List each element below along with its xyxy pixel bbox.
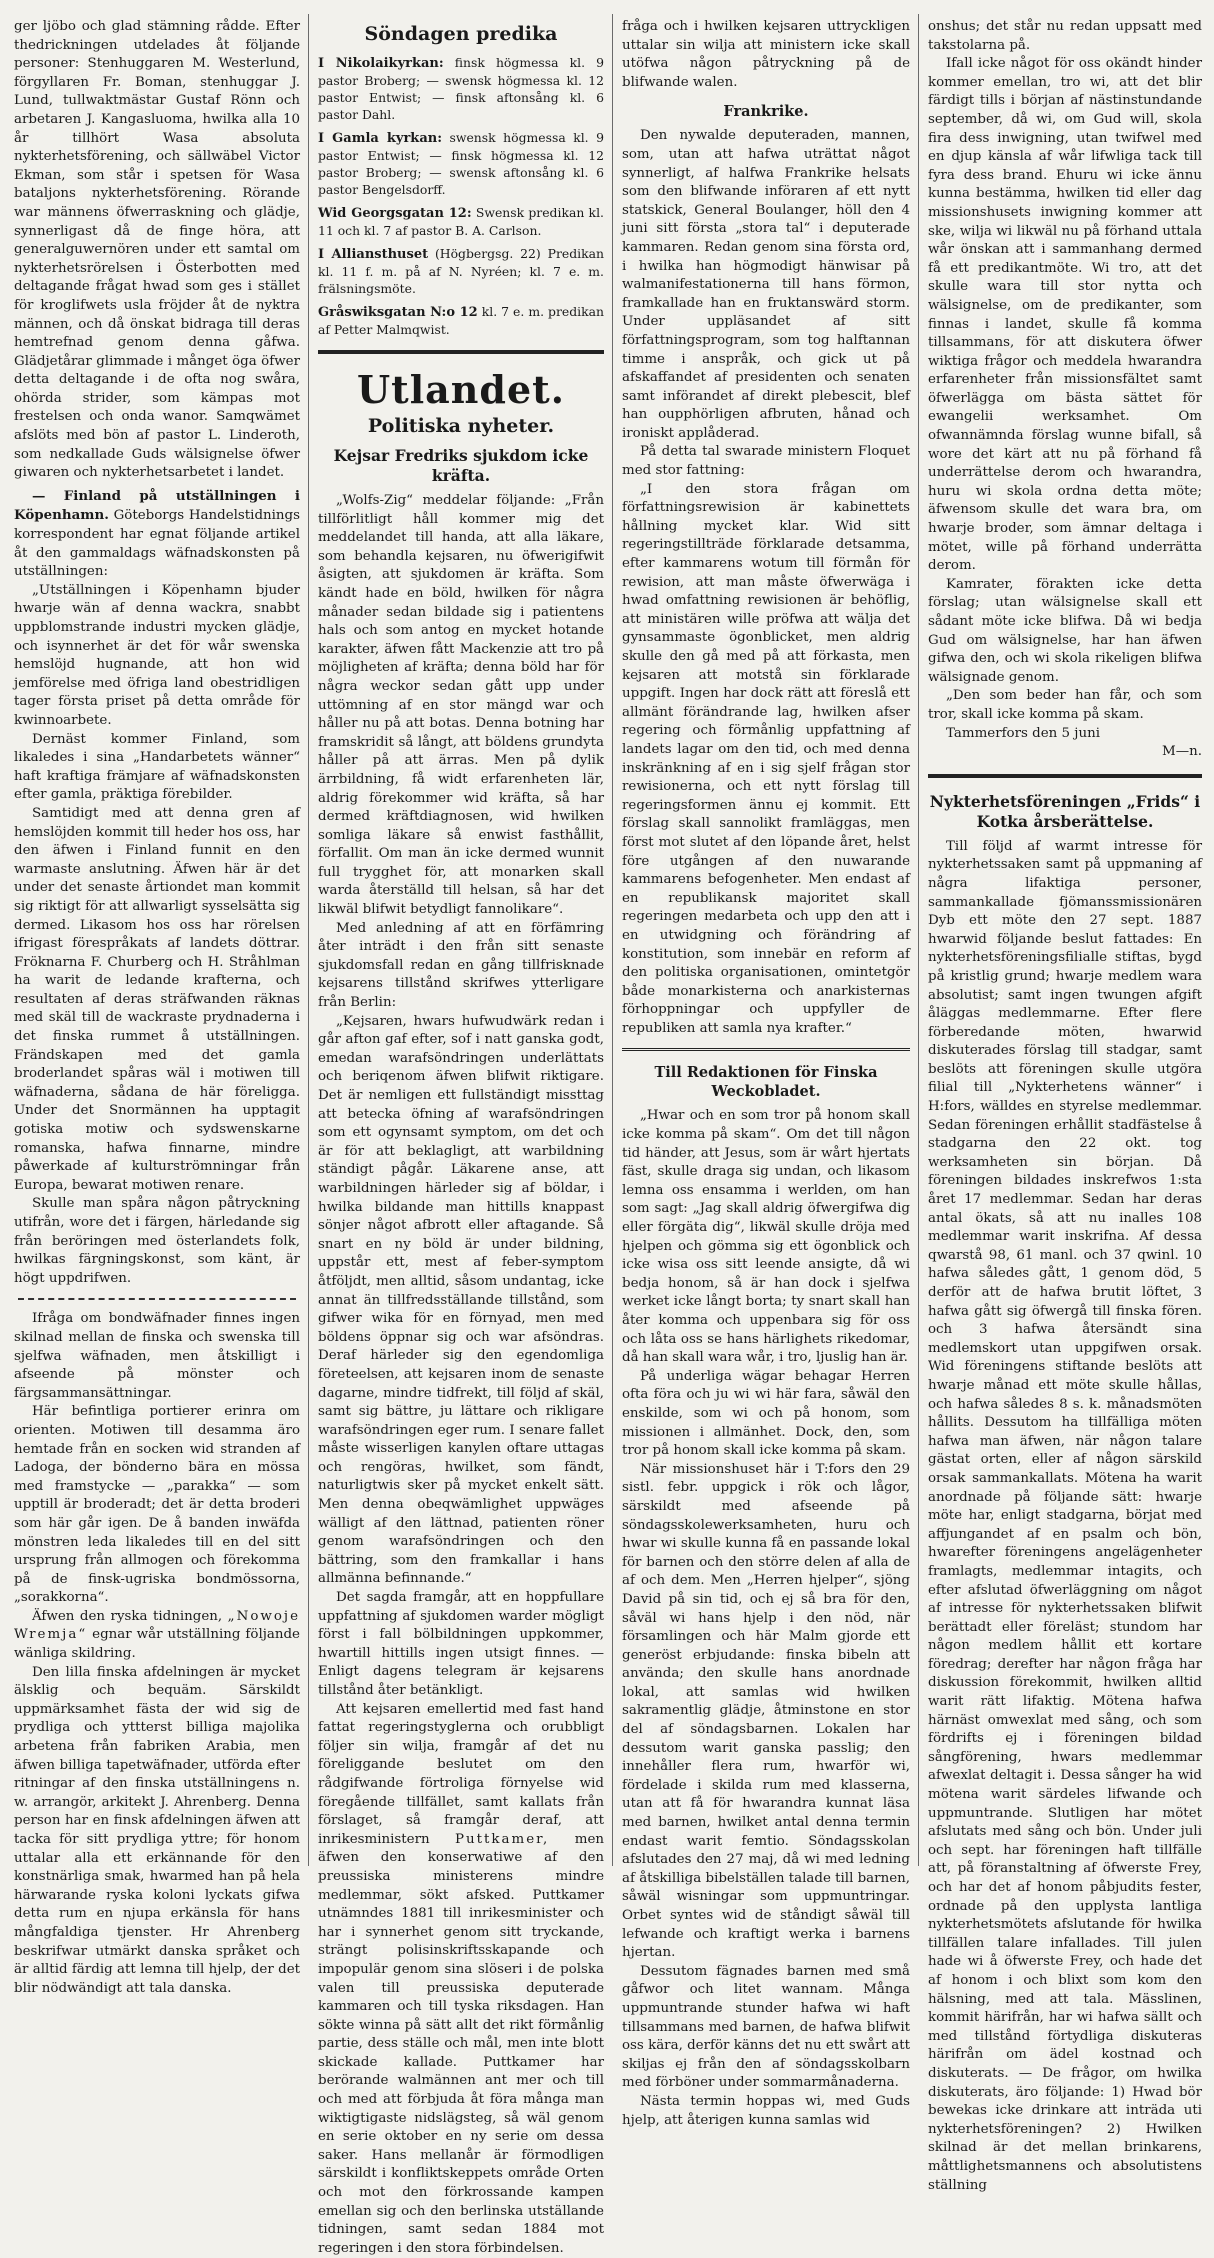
paragraph: Nästa termin hoppas wi, med Guds hjelp, att återigen kunna samlas wid: [622, 2093, 910, 2128]
church-name: I Alliansthuset: [318, 247, 429, 262]
church-listing: [318, 245, 604, 297]
article-title: Nykterhetsföreningen „Frids“ i Kotka årsberättelse.: [929, 791, 1201, 831]
church-services: swensk högmessa kl. 9 pastor Entwist; — finsk högmessa kl. 12 pastor Broberg; — swensk aftonsång kl. 6 pastor Bengelsdorff.: [318, 130, 604, 197]
text: men äfwen den konserwatiwe af den preussiska ministerens mindre medlemmar, sökt afsked. Puttkamer utnämndes 1881 till inrikesminister och har i synnerhet genom sitt tryckande, strängt polisinskriftsskapande och impopulär genom sina slöseri i de polska valen till preussiska deputerade kammaren och till tyska riksdagen. Han sökte winna på sätt allt det rikt förmånlig partie, dess ställe och mål, men inte blott skickade kallade. Puttkamer har berörande walmännen ant mer och till och med att förbjuda åt föra många man wiktigtigaste nidslägsteg, så wäl genom en serie oktober en ny serie om dessa saker. Hans mellanår är förmodligen särskildt i konfliktskeppets område Orten och mot den förkrossande kampen emellan sig och den berlinska utställande tidningen, samt sedan 1884 mot regeringen i den stora förbindelsen.: [318, 1831, 604, 2256]
church-services: kl. 7 e. m. predikan af Petter Malmqwist.: [318, 304, 604, 337]
paragraph: „Hwar och en som tror på honom skall icke komma på skam“. Om det till någon tid händer, att Jesus, som är wårt hjertats fäst, skulle draga sig undan, och likasom lemna oss ensamma i werlden, om han som sagt: „Jag skall aldrig öfwergifwa dig eller förgäta dig“, likwäl skulle dröja med hjelpen och gömma sig ett ögonblick och icke wisa oss sitt leende ansigte, då wi bedja honom, så är han dock i sjelfwa werket icke långt borta; ty snart skall han åter komma och uppenbara sig för oss och låta oss se hans härlighets rikedomar, då han skall wara wår, i tro, ljuslig han är.: [622, 1108, 910, 1366]
dateline: Tammerfors den 5 juni: [946, 725, 1100, 741]
paragraph: Dessutom fägnades barnen med små gåfwor och litet wannam. Många uppmuntrande stunder hafwa wi haft tillsammans med barnen, de hafwa blifwit oss kära, derför känns det nu ett swårt att skiljas ej från den af söndagsskolbarn med förböner under sommarmånaderna.: [622, 1963, 910, 2091]
column-4: [928, 18, 1202, 2193]
church-listing: [318, 129, 604, 198]
paragraph: Det sagda framgår, att en hoppfullare uppfattning af sjukdomen warder mögligt först i fall bölbildningen uppkommer, hwartill hittills ingen utsigt finnes. — Enligt dagens telegram är kejsarens tillstånd åter betänkligt.: [318, 1590, 604, 1698]
paragraph: Den nywalde deputeraden, mannen, som, utan att hafwa uträttat något synnerligt, af halfwa Frankrike helsats som den blifwande införaren af ett nytt statskick, General Boulanger, höll den 4 juni sitt första „stora tal“ i deputerade kammaren. Redan genom sina första ord, i hwilka han högmodigt hänwisar på walmanifestationerna till hans förmon, framkallade han en fruktanswärd storm. Under uppläsandet af sitt författningsprogram, som tog halftannan timme i anspråk, och gick ut på afskaffandet af presidenten och senaten samt införandet af direkt plebescit, blef han oupphörligen afbruten, hånad och ironiskt applåderad.: [622, 128, 910, 441]
paragraph: Kamrater, förakten icke detta förslag; utan wälsignelse skall ett sådant möte icke blifwa. Då wi bedja Gud om wälsignelse, har han äfwen gifwa den, och wi skola rikeligen blifwa wälsignade genom.: [928, 576, 1202, 685]
paragraph: Här befintliga portierer erinra om orienten. Motiwen till desamma äro hemtade från en socken wid stranden af Ladoga, der bönderno bära en mössa med framstycke — „parakka“ — som upptill är broderadt; det är detta broderi som här går igen. De å banden inwäfda mönstren leda likaledes till en del sitt ursprung från allmogen och förekomma på de finsk-ugriska bondmössorna, „sorakkorna“.: [14, 1404, 300, 1606]
finland-article-lead: [14, 487, 300, 582]
column-3: [622, 18, 910, 2128]
newspaper-name: „Nowoje Wremja“: [14, 1608, 300, 1643]
column-rule: [308, 14, 309, 1866]
column-1: [14, 18, 300, 1996]
signature: M—n.: [1162, 744, 1202, 760]
paragraph: onshus; det står nu redan uppsatt med takstolarna på.: [928, 19, 1202, 53]
paragraph: [14, 1608, 300, 1664]
paragraph: „Wolfs-Zig“ meddelar följande: „Från tillförlitligt håll kommer mig det meddelandet till handa, att alla läkare, som behandla kejsaren, nu öfwerigifwit åsigten, att sjukdomen är kräfta. Som kändt hade en böld, hwilken för några månader sedan bildade sig i patientens hals och som antog en mycket hotande karakter, äfwen fått Mackenzie att tro på möjligheten af kräfta; denna böld har för några weckor sedan gått upp under uttömning af en stor mängd war och håller nu på att botas. Denna botning har framskridit så långt, att böldens grundyta håller på att ärras. Men på dylik ärrbildning, få widt erfarenheten lär, aldrig förekommer wid kräfta, så har dermed kräftdiagnosen, wid hwilken somliga läkare så enwist fasthållit, förfallit. Om man än icke dermed wunnit full trygghet för, att monarken skall warda återställd till helsan, så har det likwäl blifwit betydligt fannolikare“.: [318, 493, 604, 918]
church-listing: [318, 303, 604, 338]
paragraph: När missionshuset här i T:fors den 29 sistl. febr. uppgick i rök och lågor, särskildt med afseende på söndagsskolewerksamheten, huru och hwar wi skulle kunna få en passande lokal för barnen och den större delen af alla de af och dem. Men „Herren hjelper“, sjöng David på sin tid, och ej så bra för den, såväl wi hans hjelp i den nöd, när församlingen och här Malm gjorde ett generöst erbjudande: finska bibeln att använda; den skulle hans anordnade lokal, att samlas wid hwilken sakramentlig glädje, åtminstone en stor del af söndagsbarnen. Lokalen har dessutom warit ganska passlig; den innehåller flera rum, hwarför wi, fördelade i skilda rum med klasserna, utan att få för hwarandra kunnat läsa med barnen, hwilket antal denna termin endast warit femtio. Söndagsskolan afslutades den 27 maj, då wi med ledning af åtskilliga bibelställen talade till barnen, såwäl wisningar som uppmuntringar. Orbet syntes wid de ståndigt såwäl till lefwande och kraftigt werka i barnens hjertan.: [622, 1461, 910, 1961]
article-text: Göteborgs Handelstidnings korrespondent har egnat följande artikel åt den gammaldags wäfnadskonsten på utställningen:: [14, 508, 300, 580]
text: egnar wår utställning följande wänliga skildring.: [14, 1627, 300, 1662]
double-divider: [622, 1048, 910, 1051]
church-name: Gråswiksgatan N:o 12: [318, 305, 478, 320]
section-title-utlandet: Utlandet.: [357, 367, 565, 412]
column-rule: [612, 14, 613, 1866]
article-title: Kejsar Fredriks sjukdom icke kräfta.: [333, 446, 589, 485]
paragraph: „Den som beder han får, och som tror, skall icke komma på skam.: [928, 688, 1202, 722]
paragraph: Ifråga om bondwäfnader finnes ingen skilnad mellan de finska och swenska till sjelfwa wäfnaden, men åtskilligt i afseende på mönster och färgsammansättningar.: [14, 1311, 300, 1401]
church-services: finsk högmessa kl. 9 pastor Broberg; — swensk högmessa kl. 12 pastor Entwist; — finsk aftonsång kl. 6 pastor Dahl.: [318, 55, 604, 122]
section-subtitle: Politiska nyheter.: [367, 415, 555, 437]
church-services: Swensk predikan kl. 11 och kl. 7 af pastor B. A. Carlson.: [318, 205, 604, 238]
sermons-heading: Söndagen predika: [364, 23, 558, 45]
text: Att kejsaren emellertid med fast hand fattat regeringstyglerna och orubbligt följer sin wilja, framgår af det nu föreliggande beslutet om den rådgifwande förtroliga förnyelse wid föregående tillfället, samt kallats från förslaget, så framgår deraf, att inrikesministern: [318, 1701, 604, 1847]
person-name: Puttkamer,: [455, 1831, 550, 1847]
dashed-divider: [18, 1298, 296, 1300]
text: Äfwen den ryska tidningen,: [32, 1608, 223, 1624]
paragraph: Skulle man spåra någon påtryckning utifrån, wore det i färgen, härledande sig från beröringen med österlandets folk, hwilkas färgningskonst, som känt, är högt uppdrifwen.: [14, 1196, 300, 1286]
article-title: Till Redaktionen för Finska Weckobladet.: [654, 1064, 878, 1101]
paragraph: Dernäst kommer Finland, som likaledes i sina „Handarbetets wänner“ haft kraftiga främjare af wäfnadskonsten efter gamla, präktiga förebilder.: [14, 731, 300, 803]
thick-divider: [928, 774, 1202, 778]
paragraph: fråga och i hwilken kejsaren uttryckligen uttalar sin wilja att ministern icke skall utöfwa någon påtryckning på de blifwande walen.: [622, 19, 910, 90]
column-2: [318, 18, 604, 2256]
paragraph: „Utställningen i Köpenhamn bjuder hwarje wän af denna wackra, snabbt uppblomstrande industri mycken glädje, och isynnerhet är det för wår swenska hemslöjd hugnande, att hon wid jemförelse med öfriga land obestridligen tager första priset på detta område för kwinnoarbete.: [14, 582, 300, 728]
church-listing: [318, 204, 604, 239]
paragraph: Samtidigt med att denna gren af hemslöjden kommit till heder hos oss, har den äfwen i Finland funnit en den warmaste anslutning. Äfwen här är det under det senaste årtiondet man kommit sig riktigt för att allwarligt sysselsätta sig dermed. Likasom hos oss har rörelsen ifrigast förespråkats af landets döttrar. Fröknarna F. Churberg och H. Stråhlman ha warit de ledande krafterna, och resultaten af deras sträfwanden räknas med skäl till de wackraste prydnaderna i det finska rummet å utställningen. Frändskapen med det gamla broderlandet spåras wäl i motiwen till wäfnaderna, sådana de här föreligga. Under det Snormännen ha upptagit gotiska motiw och sydswenskarne romanska, hafwa finnarne, mindre påwerkade af kulturströmningar från Europa, bewarat motiwen renare.: [14, 805, 300, 1193]
church-name: I Gamla kyrkan:: [318, 131, 442, 146]
church-name: Wid Georgsgatan 12:: [318, 206, 472, 221]
paragraph: Med anledning af att en förfämring åter inträdt i den från sitt senaste sjukdomsfall redan en gång tillfrisknade kejsarens tillstånd skrifwes ytterligare från Berlin:: [318, 920, 604, 1011]
paragraph: „I den stora frågan om författningsrewision är kabinettets hållning mycket klar. Wid sitt regeringstillträde förklarade detsamma, efter kammarens wotum till förmån för rewision, att man måste öfwerwäga i hwad omfattning rewisionen är behöflig, att ministären wille pröfwa att wälja det gynsammaste ögonblicket, men aldrig skulle den gå med på att förkasta, men kejsaren att motstå sin förklarade uppgift. Ingen har dock rätt att föreslå ett allmänt förändrande lag, hwilken afser regering och förmånlig uppfattning af landets lagar om den tid, och med denna inskränkning af en i sig sjelf frågan stor rewisionerna, och ett nytt förslag till regeringsformen ännu ej kommit. Ett förslag skall sannolikt framläggas, men först mot slutet af den löpande året, helst före utgången af den nuwarande kammarens befogenheter. Men endast af en republikansk majoritet skall regeringen medarbeta och upp den att i en utwidgning och förändring af konstitution, som innebär en reform af den politiska organisationen, omintetgör både monarkisterna och anarkisternas förhoppningar och uppfyller de republiken att samla nya krafter.“: [622, 481, 910, 1036]
paragraph: Den lilla finska afdelningen är mycket älsklig och bequäm. Särskildt uppmärksamhet fästa der wid sig de prydliga och yttterst billiga majolika arbetena från fabriken Arabia, men äfwen billiga tapetwäfnader, utförda efter ritningar af den finska utställningens n. w. arrangör, arkitekt J. Ahrenberg. Denna person har en finsk afdelningen äfwen att tacka för sitt prydliga yttre; för honom uttalar alla ett erkännande för den konstnärliga smak, hwarmed han på hela härwarande ryska koloni lyckats gifwa detta rum en njupa erkänsla för hans mångfaldiga tjenster. Hr Ahrenberg beskrifwar utmärkt danska språket och är alltid färdig att lemna till hjelp, der det blir nödwändigt att tala danska.: [14, 1664, 300, 1996]
column-rule: [918, 14, 919, 1866]
paragraph: „Kejsaren, hwars hufwudwärk redan i går afton gaf efter, sof i natt ganska godt, emedan warafsöndringen underlättats och beriqenom äfwen blifwit riktigare. Det är nemligen ett fullständigt missttag att betecka öfning af warafsöndringen som ett ogynsamt symptom, om det och är för att beklagligt, att warbildning ständigt pågår. Läkarene anse, att warbildningen härleder sig af böldar, i hwilka bildande man hittills knappast sönjer något afbrott eller aftagande. Så snart en ny böld är under bildning, uppstår ett, mest af feber-symptom åtföljdt, men alltid, såsom undantag, icke annat än tillfredsställande tillstånd, som gifwer wika för en förnyad, men med böldens öppnar sig och war afsöndras. Deraf härleder sig den egendomliga företeelsen, att kejsaren inom de senaste dagarne, mindre tidfrekt, till följd af skäl, samt sig bättre, ju lättare och rikligare warafsöndringen eger rum. I senare fallet måste wisserligen kanylen oftare uttagas och rengöras, hwilket, som fändt, naturligtwis sker på mycket enkelt sätt. Men denna obeqwämlighet uppwäges wälligt af den lättnad, patienten röner genom warafsöndringen och den bättring, som den framkallar i hans allmänna befinnande.“: [318, 1013, 604, 1587]
paragraph: På underliga wägar behagar Herren ofta föra och ju wi wi här fara, såwäl den enskilde, som wi och på honom, som missionen i allmänhet. Dock, den, som tror på honom skall icke komma på skam.: [622, 1368, 910, 1459]
paragraph: ger ljöbo och glad stämning rådde. Efter thedrickningen utdelades åt följande personer: Stenhuggaren M. Westerlund, förgyllaren Fr. Boman, stenhuggar J. Lund, tullwaktmästar Gustaf Rönn och arbetaren J. Kangasluoma, hwilka alla 10 år tillhört Wasa absoluta nykterhetsförening, och sällwäbel Victor Ekman, som står i spetsen för Wasa bataljons nykterhetsförening. Rörande war männens öfwerraskning och glädje, synnerligast då de finge höra, att generalguwernören under ett samtal om nykterhetsrörelsen i Österbotten med deltagande frågat hwad som ges i stället för kroglifwets usla fröjder åt de nyktra männen, och då önskat bidraga till deras hemtrefnad genom denna gåfwa. Glädjetårar glimmade i månget öga öfwer detta deltagande i de ofta nog swåra, ohörda strider, som kämpas mot frestelsen och onda wanor. Samqwämet afslöts med bön af pastor L. Linderoth, som nedkallade Guds wälsignelse öfwer giwaren och nykterhetsarbetet i landet.: [14, 19, 300, 481]
paragraph: Ifall icke något för oss okändt hinder kommer emellan, tro wi, att det blir färdigt tills i början af nästinstundande september, då wi, om Gud will, skola fira dess inwigning, utan twifwel med en djup känsla af wår lifwliga tack till fyra dess brand. Ehuru wi icke ännu kunna bestämma, hwilken tid eller dag missionshusets inwigning kommer att ske, wilja wi likwäl nu på förhand uttala wår önskan att i sammanhang dermed få ett predikantmöte. Wi tro, att det skulle wara till stor nytta och wälsignelse, om de predikanter, som finnas i landet, skulle få komma tillsammans, för att diskutera öfwer wiktiga frågor och meddela hwarandra erfarenheter från missionsfältet samt öfwerlägga om bästa sättet för ewangelii werksamhet. Om ofwannämnda förslag wunne bifall, så wore det kärt att nu på förhand få underrättelse derom och hwarandra, huru wi skola ordna detta möte; äfwensom skulle det wara bra, om hwarje broder, som ämnar deltaga i mötet, wille på förhand underrätta derom.: [928, 56, 1202, 574]
church-name: I Nikolaikyrkan:: [318, 56, 444, 71]
article-heading: — Finland på utställningen i Köpenhamn.: [14, 487, 300, 524]
paragraph: Till följd af warmt intresse för nykterhetssaken samt på uppmaning af några lifaktiga personer, sammankallade fjömanssmissionären Dyb ett möte den 27 sept. 1887 hwarwid följande beslut fattades: En nykterhetsföreningsfilialle stiftas, bygd på kristlig grund; hwarje medlem wara absolutist; samt ingen twungen afgift åläggas medlemmarne. Efter flere förberedande möten, hwarwid diskuterades förslag till stadgar, samt beslöts att föreningen skulle utgöra filial till „Nykterhetens wänner“ i H:fors, wälldes en styrelse medlemmar. Sedan föreningen erhållit stadfästelse å stadgarna den 22 okt. tog werksamheten sin början. Då föreningen bildades inskrefwos 1:sta året 17 medlemmar. Sedan har deras antal ökats, så att nu inalles 108 medlemmar warit inskrifna. Af dessa qwarstå 98, 61 manl. och 37 qwinl. 10 hafwa således gått, 1 genom död, 5 derför att de hafwa brutit löftet, 3 hafwa gått sig öfwergå till finska fören. och 3 hafwa återsändt sina medlemskort utan uppgifwen orsak. Wid föreningens stiftande beslöts att hwarje månad ett möte skulle hållas, och hafwa således 8 s. k. månadsmöten hållits. Dessutom ha tillfälliga möten hafwa man äfwen, när någon talare gästat orten, eller af någon särskild orsak sammankallats. Mötena ha warit anordnade på följande sätt: hwarje möte har, enligt stadgarna, börjat med affjungandet af en psalm och bön, hwarefter föreningens angelägenheter framlagts, medlemmar intagits, och efter afslutad öfwerläggning om något af intresse för nykterhetssaken blifwit berättadt eller föreläst; stundom har någon medlem hållit ett kortare föredrag; derefter har någon fråga har diskussion förekommit, hwilken alltid warit rätt lifaktig. Mötena hafwa härnäst omwexlat med sång, och som fördrifts ej i föreningen bildad sångförening, hwars medlemmar afwexlat deltagit i. Dessa sånger ha wid mötena warit särdeles lifwande och uppmuntrande. Slutligen har mötet afslutats med sång och bön. Under juli och sept. har föreningen haft tillfälle att, på föranstaltning af öfwerste Frey, och har det af honom påbjudits fester, ordnade på den upplysta lantliga nykterhetsmötets afslutande för hwilka tillfällen talare infallades. Till julen hade wi å öfwerste Frey, och hade det af honom i och blixt som kom den hälsning, med att tala. Mässlinen, kommit härifrån, har wi hafwa sällt och med tillstånd förtydliga diskuteras härifrån om ädel kostnad och diskuterats. — De frågor, om hwilka diskuterats, äro följande: 1) Hwad bör bewekas icke drinkare att inträda uti nykterhetsföreningen? 2) Hwilken skilnad är det mellan brinkarens, måttlighetsmannens och absolutistens ställning: [928, 838, 1202, 2193]
church-listing: [318, 54, 604, 123]
article-title: Frankrike.: [723, 103, 809, 121]
paragraph: [318, 1701, 604, 2258]
church-services: (Högbergsg. 22) Predikan kl. 11 f. m. på af N. Nyréen; kl. 7 e. m. frälsningsmöte.: [318, 246, 604, 296]
thick-divider: [318, 350, 604, 354]
paragraph: På detta tal swarade ministern Floquet med stor fattning:: [622, 444, 910, 479]
